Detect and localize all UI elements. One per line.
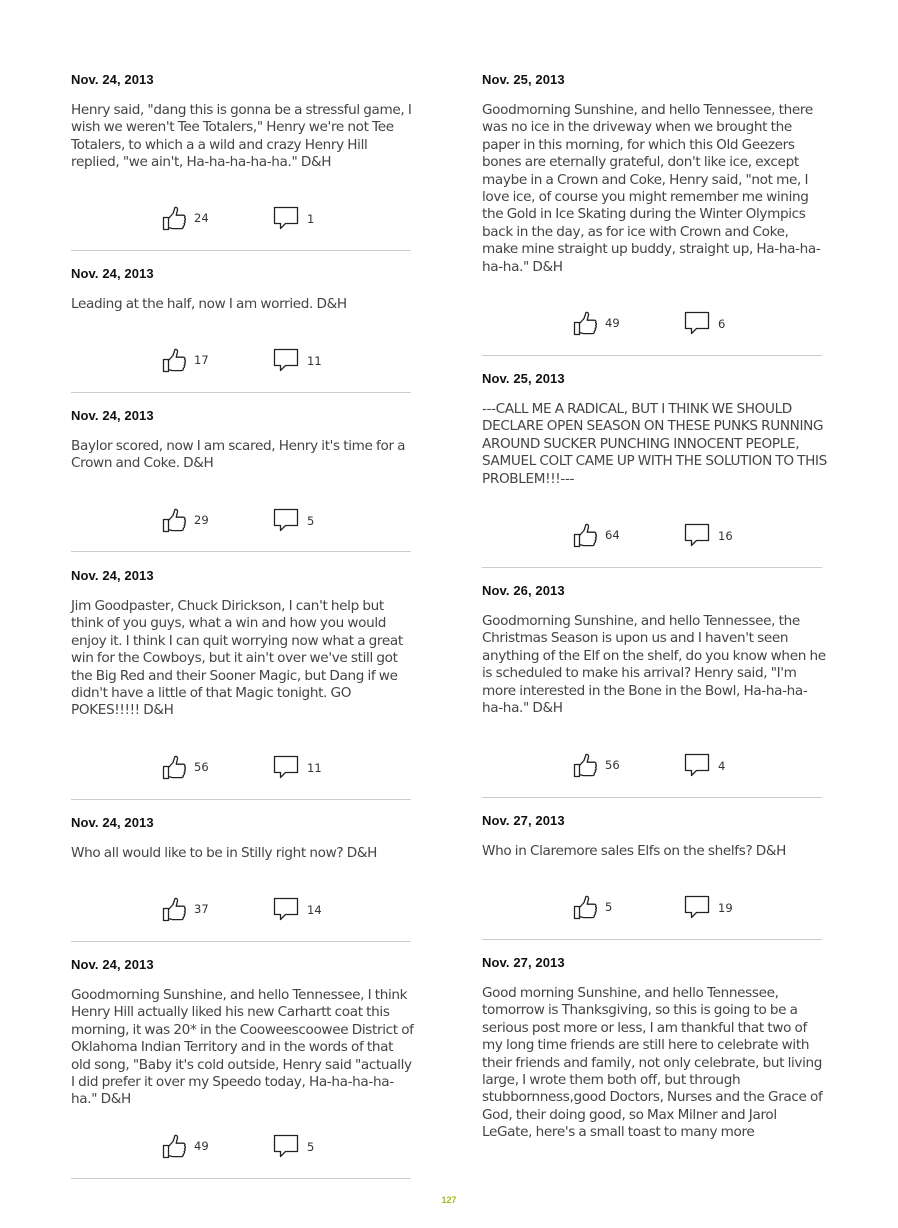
thumbs-up-icon [160,347,186,373]
like-count: 37 [194,902,209,916]
post-stats [71,896,411,924]
like-button[interactable] [160,754,209,780]
comment-count: 11 [307,354,322,368]
post-stats [71,1133,411,1161]
comment-button[interactable] [684,753,725,779]
comment-bubble-icon [273,508,299,534]
post-text: ---CALL ME A RADICAL, BUT I THINK WE SHOULD DECLARE OPEN SEASON ON THESE PUNKS RUNNING AROUND SUCKER PUNCHING INNOCENT PEOPLE, SAMUEL COLT CAME UP WITH THE SOLUTION TO THIS PROBLEM!!!--- [482,401,827,487]
comment-bubble-icon [684,753,710,779]
post-divider [482,797,822,798]
post-date: Nov. 27, 2013 [482,813,565,828]
thumbs-up-icon [571,752,597,778]
comment-button[interactable] [273,206,314,232]
comment-button[interactable] [684,895,733,921]
post-date: Nov. 25, 2013 [482,72,565,87]
like-count: 56 [605,758,620,772]
post-divider [71,392,411,393]
comment-count: 19 [718,901,733,915]
like-count: 56 [194,760,209,774]
post-date: Nov. 27, 2013 [482,955,565,970]
comment-button[interactable] [273,897,322,923]
comment-button[interactable] [684,311,725,337]
comment-bubble-icon [273,348,299,374]
thumbs-up-icon [160,896,186,922]
post-text: Jim Goodpaster, Chuck Dirickson, I can't help but think of you guys, what a win and how you would enjoy it. I think I can quit worrying now what a great win for the Cowboys, but it ain't over we've still got the Big Red and their Sooner Magic, but Dang if we didn't have a little of that Magic tonight. GO POKES!!!!! D&H [71,598,403,719]
thumbs-up-icon [571,310,597,336]
post-text: Good morning Sunshine, and hello Tennessee, tomorrow is Thanksgiving, so this is going to be a serious post more or less, I am thankful that two of my long time friends are still here to celebrate with their friends and family, not only celebrate, but living large, I wrote them both off, but through stubbornness,good Doctors, Nurses and the Grace of God, their doing good, so Max Milner and Jarol LeGate, here's a small toast to many more [482,985,823,1141]
comment-bubble-icon [273,755,299,781]
page-number: 127 [441,1195,457,1205]
post-divider [482,567,822,568]
thumbs-up-icon [571,894,597,920]
post-text: Baylor scored, now I am scared, Henry it's time for a Crown and Coke. D&H [71,438,406,472]
like-count: 5 [605,900,613,914]
comment-count: 1 [307,212,315,226]
post-text: Henry said, "dang this is gonna be a stressful game, I wish we weren't Tee Totalers," Henry we're not Tee Totalers, to which a a wild and crazy Henry Hill replied, "we ain't, Ha-ha-ha-ha-ha." D&H [71,102,412,171]
post-text: Goodmorning Sunshine, and hello Tennessee, the Christmas Season is upon us and I haven't seen anything of the Elf on the shelf, do you know when he is scheduled to make his arrival? Henry said, "I'm more interested in the Bone in the Bowl, Ha-ha-ha-ha-ha." D&H [482,613,826,717]
comment-bubble-icon [273,897,299,923]
like-button[interactable] [571,310,620,336]
comment-count: 5 [307,514,315,528]
post-date: Nov. 24, 2013 [71,266,154,281]
post-stats [71,205,411,233]
like-button[interactable] [160,1133,209,1159]
post-divider [71,250,411,251]
post-date: Nov. 24, 2013 [71,408,154,423]
post-divider [482,939,822,940]
post-stats [71,347,411,375]
comment-count: 14 [307,903,322,917]
comment-bubble-icon [684,311,710,337]
like-button[interactable] [160,507,209,533]
comment-bubble-icon [273,206,299,232]
post-text: Who all would like to be in Stilly right now? D&H [71,845,377,861]
like-count: 49 [605,316,620,330]
post-stats [71,754,411,782]
comment-count: 4 [718,759,726,773]
thumbs-up-icon [160,507,186,533]
post-date: Nov. 24, 2013 [71,815,154,830]
thumbs-up-icon [160,205,186,231]
post-text: Who in Claremore sales Elfs on the shelfs? D&H [482,843,787,859]
post-text: Goodmorning Sunshine, and hello Tennessee, I think Henry Hill actually liked his new Carhartt coat this morning, it was 20* in the Cooweescoowee District of Oklahoma Indian Territory and in the words of that old song, "Baby it's cold outside, Henry said "actually I did prefer it over my Speedo today, Ha-ha-ha-ha-ha." D&H [71,987,414,1108]
comment-count: 11 [307,761,322,775]
comment-button[interactable] [273,1134,314,1160]
post-divider [71,551,411,552]
comment-button[interactable] [684,523,733,549]
post-stats [482,522,822,550]
comment-bubble-icon [684,523,710,549]
comment-bubble-icon [273,1134,299,1160]
like-button[interactable] [160,205,209,231]
post-text: Goodmorning Sunshine, and hello Tennessee, there was no ice in the driveway when we brought the paper in this morning, for which this Old Geezers bones are eternally grateful, don't like ice, except maybe in a Crown and Coke, Henry said, "not me, I love ice, of course you might remember me wining the Gold in Ice Skating during the Winter Olympics back in the day, as for ice with Crown and Coke, make mine straight up buddy, straight up, Ha-ha-ha-ha-ha." D&H [482,102,821,275]
post-divider [71,1178,411,1179]
like-count: 49 [194,1139,209,1153]
comment-bubble-icon [684,895,710,921]
post-date: Nov. 25, 2013 [482,371,565,386]
comment-button[interactable] [273,508,314,534]
comment-count: 16 [718,529,733,543]
post-stats [482,752,822,780]
post-stats [71,507,411,535]
like-count: 29 [194,513,209,527]
post-date: Nov. 24, 2013 [71,568,154,583]
post-divider [71,941,411,942]
comment-button[interactable] [273,348,322,374]
post-stats [482,310,822,338]
like-button[interactable] [160,347,209,373]
comment-count: 5 [307,1140,315,1154]
thumbs-up-icon [160,754,186,780]
like-count: 64 [605,528,620,542]
thumbs-up-icon [571,522,597,548]
post-stats [482,894,822,922]
like-button[interactable] [571,894,612,920]
like-count: 24 [194,211,209,225]
post-divider [71,799,411,800]
like-count: 17 [194,353,209,367]
like-button[interactable] [160,896,209,922]
post-divider [482,355,822,356]
post-date: Nov. 24, 2013 [71,72,154,87]
post-date: Nov. 24, 2013 [71,957,154,972]
like-button[interactable] [571,522,620,548]
comment-button[interactable] [273,755,322,781]
post-text: Leading at the half, now I am worried. D&H [71,296,347,312]
comment-count: 6 [718,317,726,331]
post-date: Nov. 26, 2013 [482,583,565,598]
like-button[interactable] [571,752,620,778]
thumbs-up-icon [160,1133,186,1159]
